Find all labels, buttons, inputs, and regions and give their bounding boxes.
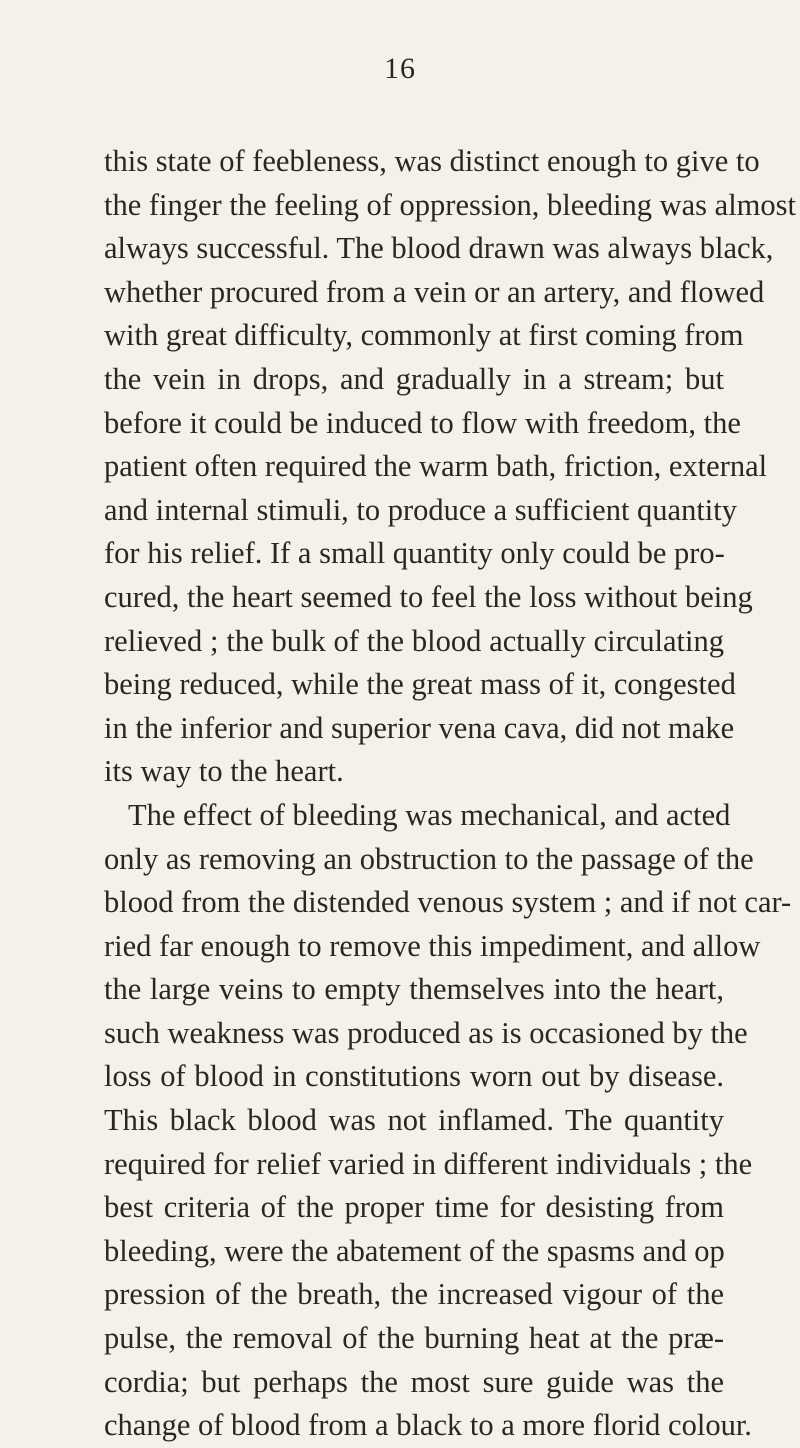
text-line: blood from the distended venous system ; and if not car- <box>104 885 792 920</box>
text-line: its way to the heart. <box>104 754 344 789</box>
text-line: cordia; but perhaps the most sure guide was the <box>104 1364 724 1399</box>
text-line: the large veins to empty themselves into the heart, <box>104 972 724 1007</box>
text-line: relieved ; the bulk of the blood actually circulating <box>104 623 724 658</box>
text-line: the finger the feeling of oppression, bleeding was almost <box>104 187 796 222</box>
text-line: cured, the heart seemed to feel the loss without being <box>104 579 753 614</box>
text-line: pression of the breath, the increased vigour of the <box>104 1277 724 1312</box>
text-line: and internal stimuli, to produce a sufficient quantity <box>104 492 738 527</box>
text-line: required for relief varied in different individuals ; the <box>104 1146 753 1181</box>
text-line: pulse, the removal of the burning heat at the præ- <box>104 1321 724 1356</box>
text-line: patient often required the warm bath, friction, external <box>104 449 768 484</box>
text-line: with great difficulty, commonly at first coming from <box>104 318 744 353</box>
text-line: before it could be induced to flow with freedom, the <box>104 405 741 440</box>
text-line: in the inferior and superior vena cava, did not make <box>104 710 735 745</box>
text-line: being reduced, while the great mass of it, congested <box>104 667 736 702</box>
text-line: The effect of bleeding was mechanical, and acted <box>128 797 731 832</box>
text-line: always successful. The blood drawn was always black, <box>104 231 774 266</box>
text-line: this state of feebleness, was distinct enough to give to <box>104 144 760 178</box>
text-line: for his relief. If a small quantity only could be pro- <box>104 536 725 571</box>
text-line: change of blood from a black to a more florid colour. <box>104 1408 752 1443</box>
text-line: This black blood was not inflamed. The quantity <box>104 1103 724 1138</box>
text-line: the vein in drops, and gradually in a stream; but <box>104 361 724 396</box>
body-text <box>104 140 796 1448</box>
text-line: loss of blood in constitutions worn out by disease. <box>104 1059 724 1094</box>
text-line: whether procured from a vein or an artery, and flowed <box>104 274 765 309</box>
text-line: such weakness was produced as is occasioned by the <box>104 1015 748 1050</box>
page-number: 16 <box>384 52 416 85</box>
text-line: only as removing an obstruction to the passage of the <box>104 841 754 876</box>
text-line: best criteria of the proper time for desisting from <box>104 1190 724 1225</box>
text-line: bleeding, were the abatement of the spasms and op <box>104 1233 725 1268</box>
text-line: ried far enough to remove this impediment, and allow <box>104 928 761 963</box>
